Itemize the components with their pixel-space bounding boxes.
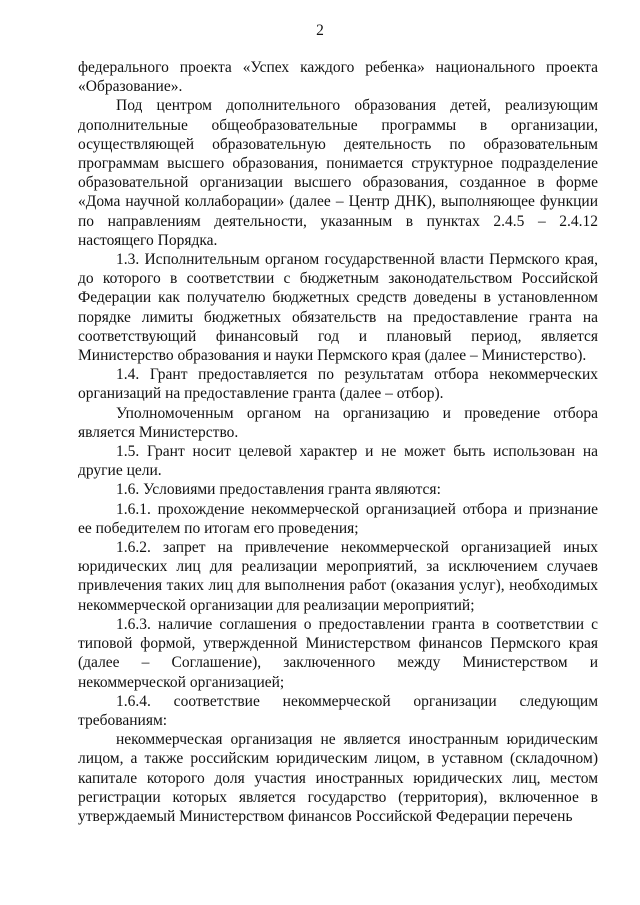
paragraph-dnk-center-definition: Под центром дополнительного образования детей, реализующим дополнительные общеобразовательные программы в организации, осуществляющей образовательную деятельность по образовательным программам высшего образования, понимается структурное подразделение образовательной организации высшего образования, созданное в форме «Дома научной коллаборации» (далее – Центр ДНК), выполняющее функции по направлениям деятельности, указанным в пунктах 2.4.5 – 2.4.12 настоящего Порядка. <box>78 97 598 249</box>
paragraph-1-6: 1.6. Условиями предоставления гранта являются: <box>116 481 441 499</box>
paragraph-authorized-body: Уполномоченным органом на организацию и проведение отбора является Министерство. <box>78 404 598 441</box>
paragraph-1-4: 1.4. Грант предоставляется по результатам отбора некоммерческих организаций на предоставление гранта (далее – отбор). <box>78 366 598 403</box>
paragraph-1-6-3: 1.6.3. наличие соглашения о предоставлении гранта в соответствии с типовой формой, утвержденной Министерством финансов Пермского края (далее – Соглашение), заключенного между Министерством и некоммерческой организацией; <box>78 615 598 691</box>
paragraph-1-3: 1.3. Исполнительным органом государственной власти Пермского края, до которого в соответствии с бюджетным законодательством Российской Федерации как получателю бюджетных средств доведены в установленном порядке лимиты бюджетных обязательств на предоставление гранта на соответствующий финансовый год и плановый период, является Министерство образования и науки Пермского края (далее – Министерство). <box>78 251 598 365</box>
paragraph-requirement-foreign: некоммерческая организация не является иностранным юридическим лицом, а также российским юридическим лицом, в уставном (складочном) капитале которого доля участия иностранных юридических лиц, местом регистрации которых является государство (территория), включенное в утверждаемый Министерством финансов Российской Федерации перечень <box>78 731 598 825</box>
document-body <box>78 58 598 826</box>
paragraph-1-6-1: 1.6.1. прохождение некоммерческой организацией отбора и признание ее победителем по итогам его проведения; <box>78 500 598 537</box>
paragraph-1-6-2: 1.6.2. запрет на привлечение некоммерческой организацией иных юридических лиц для реализации мероприятий, за исключением случаев привлечения таких лиц для выполнения работ (оказания услуг), необходимых некоммерческой организации для реализации мероприятий; <box>78 539 598 614</box>
paragraph-1-6-4: 1.6.4. соответствие некоммерческой организации следующим требованиям: <box>78 692 598 729</box>
page-number: 2 <box>316 22 324 39</box>
paragraph-continuation: федерального проекта «Успех каждого ребенка» национального проекта «Образование». <box>78 59 598 96</box>
paragraph-1-5: 1.5. Грант носит целевой характер и не может быть использован на другие цели. <box>78 443 598 480</box>
